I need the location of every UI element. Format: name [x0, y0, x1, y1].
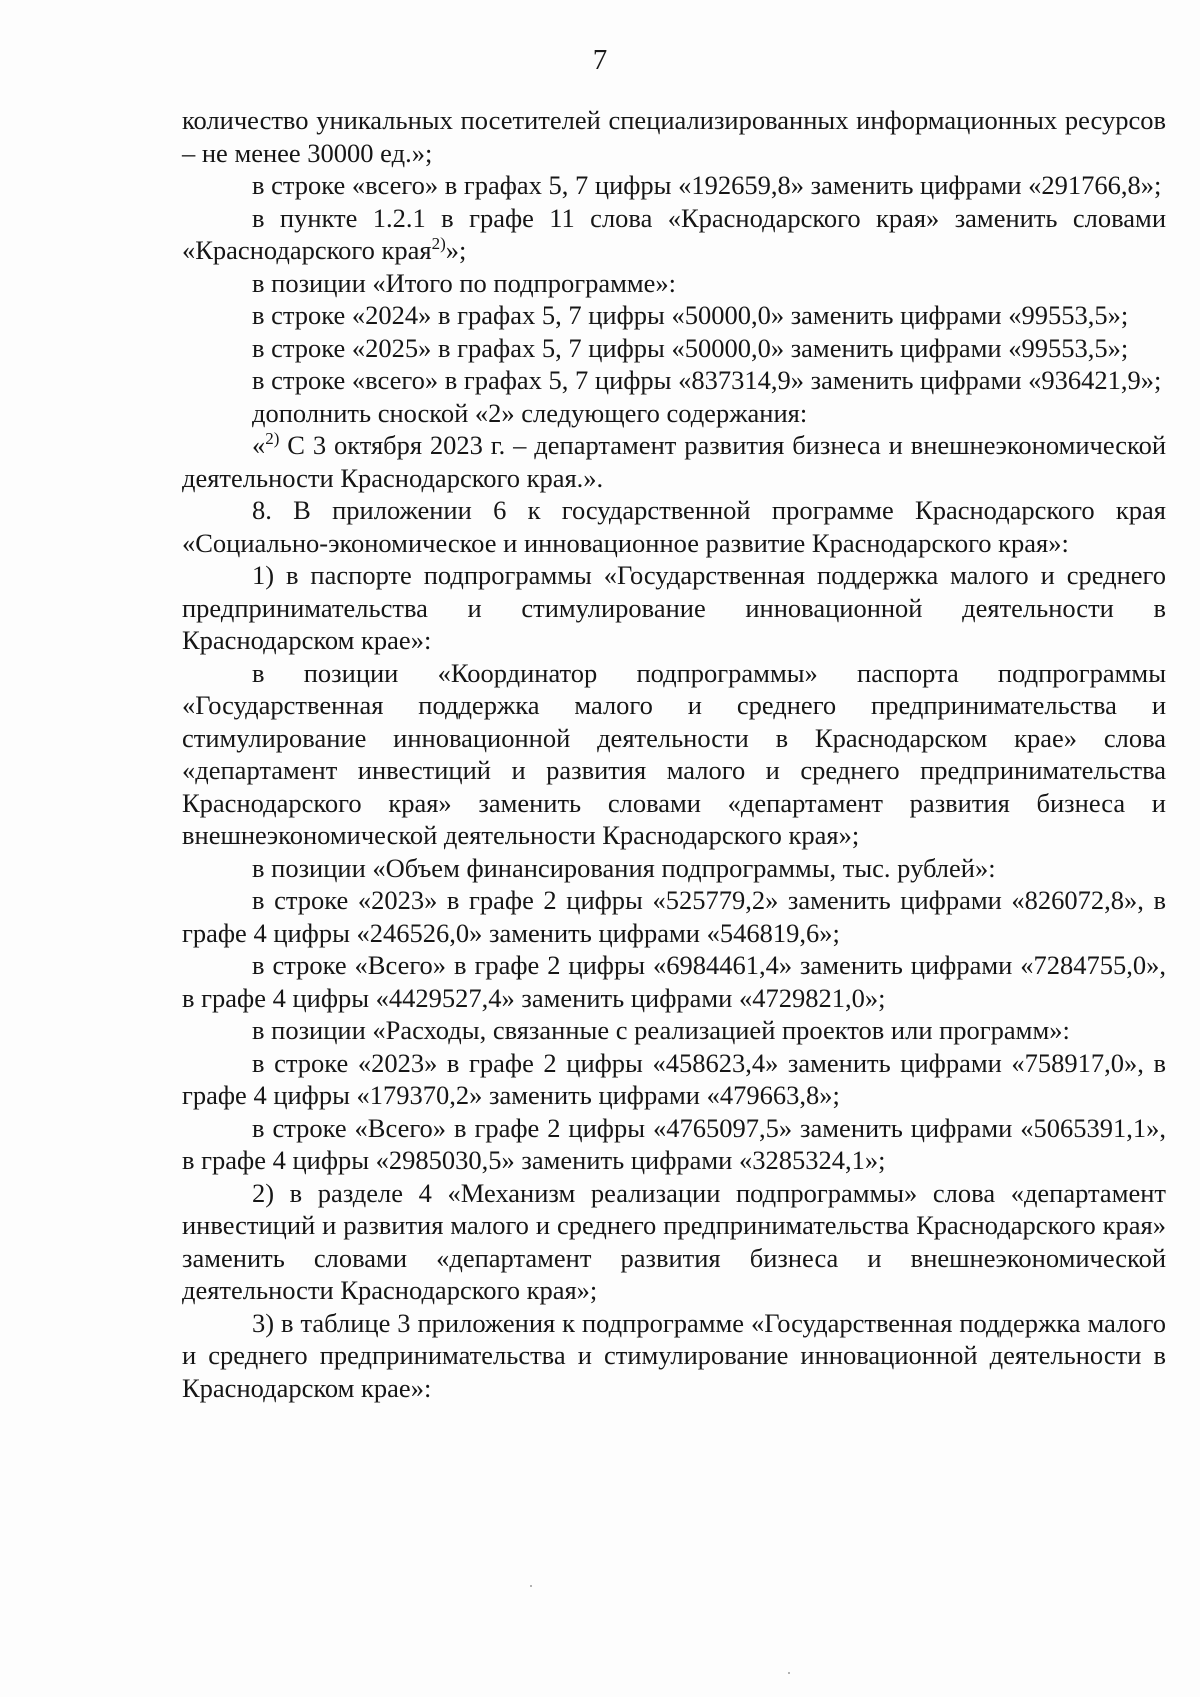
- document-body: [182, 104, 1166, 1404]
- paragraph: в строке «2024» в графах 5, 7 цифры «50000,0» заменить цифрами «99553,5»;: [252, 300, 1129, 330]
- paragraph-text: »;: [445, 235, 467, 265]
- paragraph: в строке «2025» в графах 5, 7 цифры «50000,0» заменить цифрами «99553,5»;: [252, 332, 1129, 363]
- paragraph-text: С 3 октября 2023 г. – департамент развития бизнеса и внешнеэкономической деятельности Краснодарского края.».: [182, 430, 1166, 493]
- paragraph: в позиции «Координатор подпрограммы» паспорта подпрограммы «Государственная поддержка малого и среднего предпринимательства и стимулирование инновационной деятельности в Краснодарском крае» слова «департамент инвестиций и развития малого и среднего предпринимательства Краснодарского края» заменить словами «департамент развития бизнеса и внешнеэкономической деятельности Краснодарского края»;: [182, 657, 1166, 850]
- paragraph: количество уникальных посетителей специализированных информационных ресурсов – не менее 30000 ед.»;: [182, 105, 1166, 168]
- paragraph: в строке «всего» в графах 5, 7 цифры «837314,9» заменить цифрами «936421,9»;: [252, 365, 1162, 395]
- paragraph: в строке «Всего» в графе 2 цифры «4765097,5» заменить цифрами «5065391,1», в графе 4 цифры «2985030,5» заменить цифрами «3285324,1»;: [182, 1112, 1166, 1175]
- page-number: 7: [592, 44, 608, 76]
- scan-speck: [530, 1585, 532, 1587]
- paragraph: в строке «2023» в графе 2 цифры «525779,2» заменить цифрами «826072,8», в графе 4 цифры «246526,0» заменить цифрами «546819,6»;: [182, 885, 1166, 948]
- paragraph: в строке «Всего» в графе 2 цифры «6984461,4» заменить цифрами «7284755,0», в графе 4 цифры «4429527,4» заменить цифрами «4729821,0»;: [182, 950, 1166, 1013]
- paragraph: 3) в таблице 3 приложения к подпрограмме «Государственная поддержка малого и среднего предпринимательства и стимулирование инновационной деятельности в Краснодарском крае»:: [182, 1307, 1166, 1403]
- footnote-mark: 2): [265, 429, 280, 449]
- paragraph: в строке «всего» в графах 5, 7 цифры «192659,8» заменить цифрами «291766,8»;: [252, 170, 1162, 200]
- paragraph: 8. В приложении 6 к государственной программе Краснодарского края «Социально-экономическое и инновационное развитие Краснодарского края»:: [182, 495, 1166, 558]
- scan-speck: [788, 1672, 790, 1674]
- footnote-paragraph: [182, 429, 1166, 494]
- footnote-mark: 2): [431, 234, 446, 254]
- paragraph: в позиции «Итого по подпрограмме»:: [252, 267, 677, 298]
- paragraph: 2) в разделе 4 «Механизм реализации подпрограммы» слова «департамент инвестиций и развития малого и среднего предпринимательства Краснодарского края» заменить словами «департамент развития бизнеса и внешнеэкономической деятельности Краснодарского края»;: [182, 1177, 1166, 1305]
- paragraph-text: в пункте 1.2.1 в графе 11 слова «Краснодарского края» заменить словами «Краснодарского края: [182, 202, 1166, 265]
- paragraph: дополнить сноской «2» следующего содержания:: [252, 397, 808, 428]
- paragraph: в позиции «Объем финансирования подпрограммы, тыс. рублей»:: [252, 852, 996, 883]
- paragraph-text: «: [252, 430, 266, 460]
- paragraph: [182, 202, 1166, 267]
- paragraph: в позиции «Расходы, связанные с реализацией проектов или программ»:: [252, 1015, 1070, 1045]
- paragraph: 1) в паспорте подпрограммы «Государственная поддержка малого и среднего предпринимательства и стимулирование инновационной деятельности в Краснодарском крае»:: [182, 560, 1166, 655]
- paragraph: в строке «2023» в графе 2 цифры «458623,4» заменить цифрами «758917,0», в графе 4 цифры «179370,2» заменить цифрами «479663,8»;: [182, 1047, 1166, 1110]
